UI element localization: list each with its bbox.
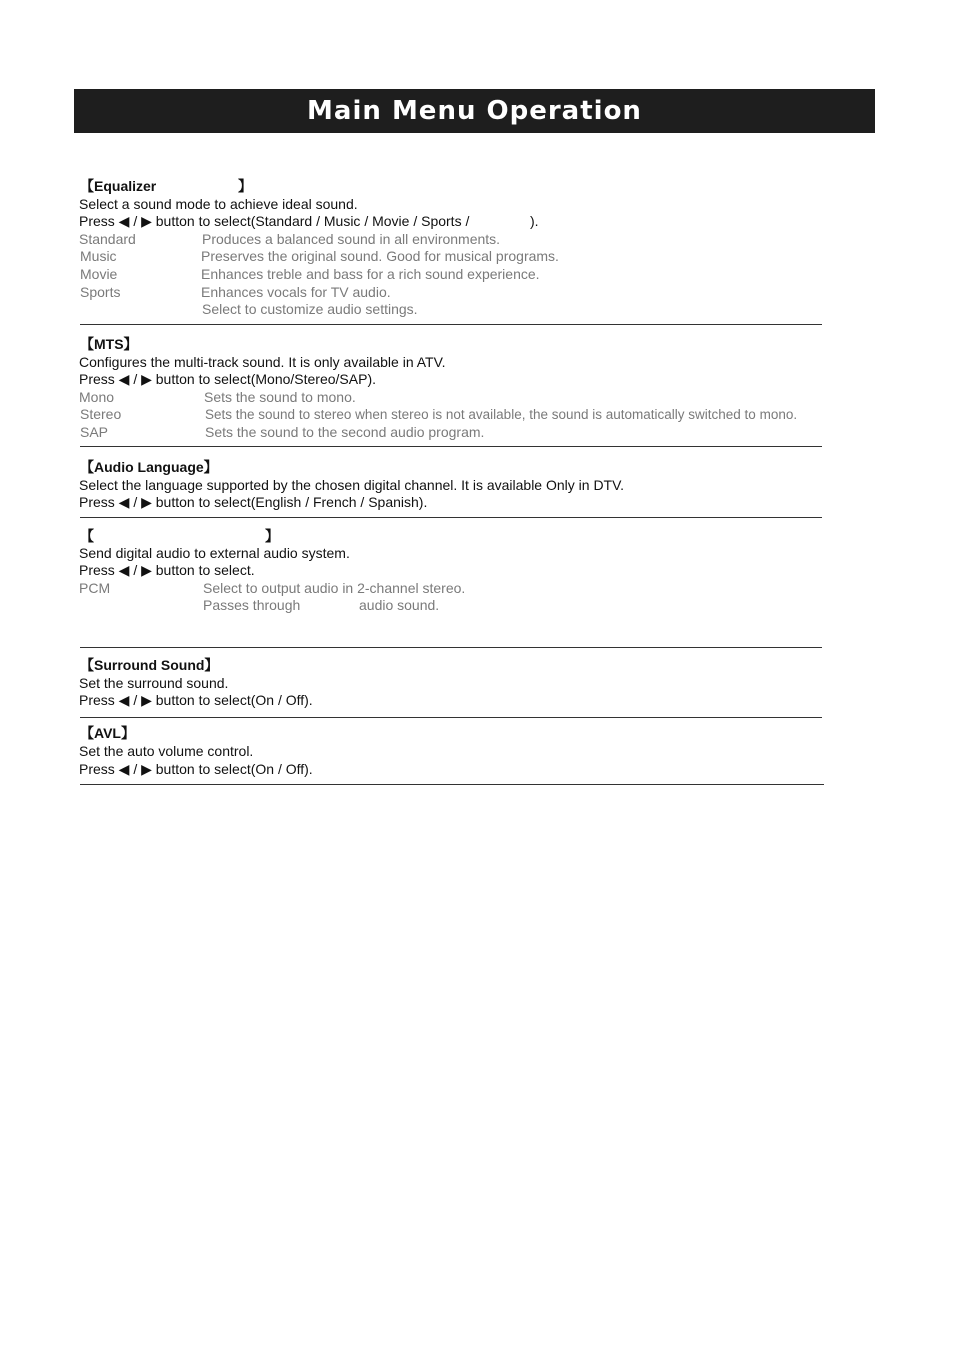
page-title: Main Menu Operation xyxy=(74,89,875,133)
digital-audio-desc: Send digital audio to external audio system. xyxy=(79,545,350,561)
eq-item-desc: Enhances vocals for TV audio. xyxy=(201,284,391,300)
section-divider xyxy=(80,647,822,648)
digital-audio-heading: 【 xyxy=(80,528,94,544)
mts-item-name: Mono xyxy=(79,389,115,405)
digital-audio-heading-close: 】 xyxy=(265,528,279,544)
section-divider xyxy=(80,324,822,325)
section-divider xyxy=(80,784,824,785)
equalizer-heading-close: 】 xyxy=(238,178,252,194)
digital-audio-item-desc: Passes through xyxy=(203,597,301,613)
equalizer-heading: 【Equalizer xyxy=(80,178,157,194)
eq-item-name: Music xyxy=(80,248,117,264)
mts-item-name: Stereo xyxy=(80,406,122,422)
equalizer-press: Press ◀ / ▶ button to select(Standard / Music / Movie / Sports / xyxy=(79,213,470,229)
mts-item-desc: Sets the sound to stereo when stereo is not available, the sound is automatically switched to mono. xyxy=(205,407,798,422)
mts-heading: 【MTS】 xyxy=(80,336,138,352)
mts-item-desc: Sets the sound to the second audio program. xyxy=(205,424,485,440)
digital-audio-item-desc-end: audio sound. xyxy=(359,597,440,613)
equalizer-press-end: ). xyxy=(530,213,539,229)
audio-language-heading: 【Audio Language】 xyxy=(80,459,218,475)
equalizer-desc: Select a sound mode to achieve ideal sound. xyxy=(79,196,358,212)
mts-item-name: SAP xyxy=(80,424,109,440)
surround-desc: Set the surround sound. xyxy=(79,675,229,691)
section-divider xyxy=(80,717,822,718)
eq-item-name: Standard xyxy=(79,231,136,247)
eq-item-name: Movie xyxy=(80,266,118,282)
avl-desc: Set the auto volume control. xyxy=(79,743,254,759)
digital-audio-press: Press ◀ / ▶ button to select. xyxy=(79,562,255,578)
eq-item-desc: Preserves the original sound. Good for musical programs. xyxy=(201,248,559,264)
digital-audio-item-name: PCM xyxy=(79,580,111,596)
mts-desc: Configures the multi-track sound. It is only available in ATV. xyxy=(79,354,446,370)
mts-press: Press ◀ / ▶ button to select(Mono/Stereo/SAP). xyxy=(79,371,376,387)
section-divider xyxy=(80,446,822,447)
audio-language-desc: Select the language supported by the chosen digital channel. It is available Only in DTV. xyxy=(79,477,625,493)
avl-press: Press ◀ / ▶ button to select(On / Off). xyxy=(79,761,313,777)
surround-heading: 【Surround Sound】 xyxy=(80,657,219,673)
eq-item-desc: Produces a balanced sound in all environments. xyxy=(202,231,501,247)
mts-item-desc: Sets the sound to mono. xyxy=(204,389,356,405)
digital-audio-item-desc: Select to output audio in 2-channel stereo. xyxy=(203,580,466,596)
eq-item-desc: Enhances treble and bass for a rich sound experience. xyxy=(201,266,540,282)
section-divider xyxy=(80,517,822,518)
surround-press: Press ◀ / ▶ button to select(On / Off). xyxy=(79,692,313,708)
avl-heading: 【AVL】 xyxy=(80,725,135,741)
eq-item-desc: Select to customize audio settings. xyxy=(202,301,418,317)
eq-item-name: Sports xyxy=(80,284,121,300)
audio-language-press: Press ◀ / ▶ button to select(English / French / Spanish). xyxy=(79,494,428,510)
